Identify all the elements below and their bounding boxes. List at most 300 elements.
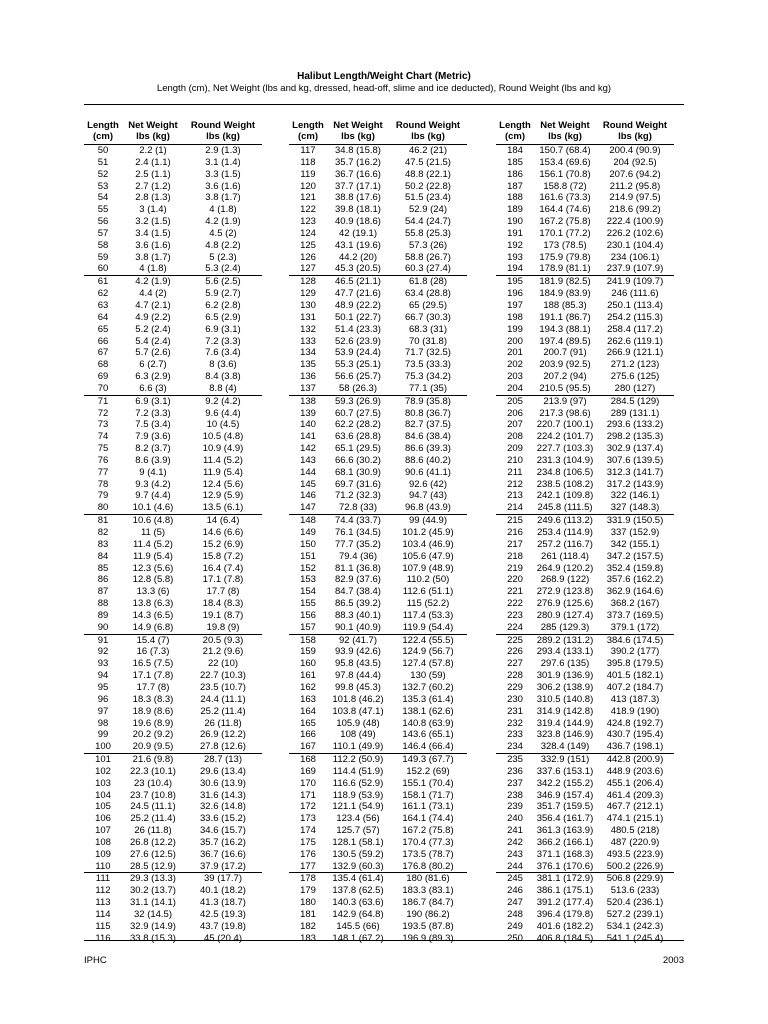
length-cell: 233 (507, 729, 523, 741)
table-row (496, 861, 674, 873)
table-row (289, 288, 467, 300)
net-weight-cell: 125.7 (57) (336, 825, 380, 837)
net-weight-header (327, 116, 389, 145)
length-cell: 155 (300, 598, 316, 610)
round-weight-cell: 24.4 (11.1) (200, 693, 246, 705)
round-weight-cell: 500.2 (226.9) (606, 860, 664, 872)
round-weight-cell: 9.6 (4.4) (205, 407, 241, 419)
table-row (84, 790, 262, 802)
net-weight-cell: 227.7 (103.3) (536, 443, 594, 455)
table-row (84, 443, 262, 455)
net-weight-cell: 46.5 (21.1) (335, 276, 381, 288)
length-cell: 205 (507, 395, 523, 407)
table-row (289, 515, 467, 527)
table-row (84, 276, 262, 288)
net-weight-cell: 28.5 (12.9) (130, 860, 176, 872)
length-cell: 65 (97, 323, 109, 335)
table-row (496, 324, 674, 336)
table-row (84, 252, 262, 264)
round-weight-cell: 20.5 (9.3) (202, 634, 244, 646)
round-weight-cell: 130 (59) (410, 670, 446, 682)
round-weight-cell: 155.1 (70.4) (402, 777, 454, 789)
table-row (289, 825, 467, 837)
table-row (496, 610, 674, 622)
net-weight-cell: 62.2 (28.2) (335, 419, 381, 431)
net-weight-cell: 142.9 (64.8) (332, 909, 384, 920)
round-weight-cell: 357.6 (162.2) (606, 574, 664, 586)
length-cell: 181 (300, 909, 316, 920)
round-weight-cell: 27.8 (12.6) (200, 741, 246, 753)
table-row (496, 539, 674, 551)
length-cell: 150 (300, 538, 316, 550)
table-row (289, 383, 467, 395)
net-weight-cell: 210.5 (95.5) (539, 382, 591, 394)
net-weight-cell: 17.1 (7.8) (132, 670, 174, 682)
round-weight-cell: 18.4 (8.3) (202, 598, 244, 610)
round-weight-cell: 534.1 (242.3) (606, 920, 664, 932)
table-row (84, 694, 262, 706)
length-cell: 53 (97, 180, 109, 192)
round-weight-cell: 331.9 (150.5) (606, 515, 664, 527)
table-row (496, 754, 674, 766)
length-cell: 57 (97, 227, 109, 239)
net-weight-cell: 356.4 (161.7) (536, 813, 594, 825)
net-weight-cell: 137.8 (62.5) (332, 885, 384, 897)
table-row (84, 408, 262, 420)
length-cell: 210 (507, 454, 523, 466)
table-row (289, 729, 467, 741)
net-weight-cell: 18.9 (8.6) (132, 705, 174, 717)
round-weight-cell: 50.2 (22.8) (405, 180, 451, 192)
net-weight-cell: 51.4 (23.3) (335, 323, 381, 335)
round-weight-cell: 14 (6.4) (206, 515, 240, 527)
length-cell: 100 (95, 741, 111, 753)
table-row (84, 801, 262, 813)
round-weight-cell: 14.6 (6.6) (202, 527, 244, 538)
net-weight-cell: 25.2 (11.4) (130, 813, 176, 825)
round-weight-cell: 26.9 (12.2) (200, 729, 246, 741)
length-cell: 182 (300, 920, 316, 932)
table-row (496, 837, 674, 849)
table-row (289, 574, 467, 586)
net-weight-cell: 242.1 (109.8) (536, 490, 594, 502)
round-weight-cell: 34.6 (15.7) (200, 825, 246, 837)
length-cell: 226 (507, 646, 523, 658)
net-weight-cell: 342.2 (155.2) (536, 777, 594, 789)
round-weight-cell: 22 (10) (207, 658, 239, 670)
length-cell: 203 (507, 371, 523, 383)
table-row (289, 347, 467, 359)
table-row (289, 324, 467, 336)
length-cell: 160 (300, 658, 316, 670)
net-weight-cell: 4.4 (2) (139, 288, 167, 300)
net-weight-cell: 381.1 (172.9) (536, 873, 594, 885)
length-cell: 249 (507, 920, 523, 932)
table-row (496, 431, 674, 443)
table-row (84, 359, 262, 371)
table-row (496, 263, 674, 275)
net-weight-cell: 44.2 (20) (338, 251, 378, 263)
table-row (84, 551, 262, 563)
round-weight-cell: 117.4 (53.3) (402, 609, 454, 621)
length-cell: 191 (507, 227, 523, 239)
round-weight-cell: 60.3 (27.4) (405, 263, 451, 275)
length-cell: 154 (300, 586, 316, 598)
round-weight-header (389, 116, 467, 145)
round-weight-cell: 384.6 (174.5) (606, 634, 664, 646)
length-cell: 242 (507, 836, 523, 848)
length-cell: 123 (300, 216, 316, 228)
header-row (496, 116, 674, 145)
net-weight-cell: 17.7 (8) (136, 681, 170, 693)
length-cell: 241 (507, 825, 523, 837)
net-weight-cell: 2.8 (1.3) (135, 192, 171, 204)
round-weight-cell: 132.7 (60.2) (402, 681, 454, 693)
length-cell: 126 (300, 251, 316, 263)
table-row (289, 741, 467, 753)
net-weight-cell: 118.9 (53.9) (332, 789, 384, 801)
round-weight-cell: 424.8 (192.7) (606, 717, 664, 729)
round-weight-cell: 138.1 (62.6) (402, 705, 454, 717)
table-row (84, 169, 262, 181)
table-row (289, 610, 467, 622)
net-weight-cell: 289.2 (131.2) (536, 634, 594, 646)
length-cell: 135 (300, 359, 316, 371)
length-cell: 188 (507, 192, 523, 204)
net-weight-cell: 153.4 (69.6) (539, 156, 591, 168)
length-cell: 172 (300, 801, 316, 813)
table-row (496, 790, 674, 802)
length-cell: 97 (97, 705, 109, 717)
net-weight-cell: 10.1 (4.6) (132, 502, 174, 514)
length-cell: 195 (507, 276, 523, 288)
table-row (289, 300, 467, 312)
round-weight-cell: 28.7 (13) (203, 754, 243, 766)
length-cell: 130 (300, 299, 316, 311)
table-row (289, 921, 467, 933)
table-row (84, 263, 262, 275)
length-cell: 200 (507, 335, 523, 347)
net-weight-cell: 386.1 (175.1) (536, 885, 594, 897)
round-weight-cell: 52.9 (24) (408, 204, 448, 216)
net-weight-cell: 99.8 (45.3) (335, 681, 381, 693)
net-weight-cell: 97.8 (44.4) (335, 670, 381, 682)
net-weight-cell: 11.9 (5.4) (133, 550, 173, 562)
table-row (289, 563, 467, 575)
round-weight-cell: 135.3 (61.4) (402, 693, 454, 705)
length-cell: 140 (300, 419, 316, 431)
net-weight-cell: 148.1 (67.2) (332, 932, 384, 944)
length-cell: 125 (300, 239, 316, 251)
round-weight-cell: 246 (111.6) (611, 288, 659, 300)
round-weight-cell: 254.2 (115.3) (607, 311, 663, 323)
round-weight-cell: 196.9 (89.3) (402, 932, 454, 944)
net-weight-cell: 396.4 (179.8) (536, 909, 594, 920)
round-weight-cell: 57.3 (26) (408, 239, 448, 251)
length-cell: 235 (507, 754, 523, 766)
length-cell: 113 (95, 897, 111, 909)
table-row (289, 228, 467, 240)
length-cell: 213 (507, 490, 523, 502)
net-weight-cell: 5.7 (2.6) (135, 347, 171, 359)
round-weight-cell: 5.6 (2.5) (205, 276, 241, 288)
length-cell: 99 (97, 729, 109, 741)
table-row (289, 157, 467, 169)
length-cell: 111 (95, 873, 111, 885)
table-row (84, 157, 262, 169)
round-weight-cell: 337 (152.9) (610, 527, 660, 538)
round-weight-cell: 193.5 (87.8) (402, 920, 454, 932)
length-cell: 239 (507, 801, 523, 813)
table-row (496, 347, 674, 359)
net-weight-cell: 24.5 (11.1) (130, 801, 176, 813)
round-weight-cell: 167.2 (75.8) (402, 825, 454, 837)
length-cell: 231 (507, 705, 523, 717)
round-weight-cell: 35.7 (16.2) (200, 836, 246, 848)
net-weight-cell: 82.9 (37.6) (335, 574, 381, 586)
round-weight-cell: 480.5 (218) (610, 825, 660, 837)
round-weight-cell: 119.9 (54.4) (402, 621, 454, 633)
round-weight-cell: 541.1 (245.4) (606, 932, 664, 944)
length-cell: 67 (97, 347, 109, 359)
round-weight-cell: 99 (44.9) (408, 515, 448, 527)
net-weight-cell: 19.6 (8.9) (132, 717, 174, 729)
table-row (496, 443, 674, 455)
net-weight-cell: 323.8 (146.9) (536, 729, 594, 741)
length-cell: 247 (507, 897, 523, 909)
table-row (289, 586, 467, 598)
table-row (289, 263, 467, 275)
round-weight-cell: 214.9 (97.5) (609, 192, 661, 204)
length-cell: 83 (97, 538, 109, 550)
net-weight-cell: 191.1 (86.7) (539, 311, 591, 323)
round-weight-cell: 122.4 (55.5) (402, 634, 454, 646)
length-cell: 137 (300, 382, 316, 394)
length-cell: 119 (300, 168, 316, 180)
length-weight-table-1 (84, 116, 262, 945)
round-weight-cell: 302.9 (137.4) (606, 443, 664, 455)
length-cell: 69 (97, 371, 109, 383)
net-weight-cell: 103.8 (47.1) (332, 705, 384, 717)
length-cell: 208 (507, 431, 523, 443)
round-weight-cell: 230.1 (104.4) (606, 239, 664, 251)
round-weight-cell: 3.8 (1.7) (205, 192, 241, 204)
round-weight-cell: 96.8 (43.9) (405, 502, 451, 514)
net-weight-cell: 6.3 (2.9) (135, 371, 171, 383)
table-row (84, 921, 262, 933)
round-weight-header (596, 116, 674, 145)
net-weight-cell: 4.7 (2.1) (135, 299, 171, 311)
round-weight-cell: 258.4 (117.2) (607, 323, 663, 335)
length-cell: 173 (300, 813, 316, 825)
length-cell: 177 (300, 860, 316, 872)
bottom-rule (84, 940, 684, 941)
table-row (496, 646, 674, 658)
round-weight-cell: 461.4 (209.3) (606, 789, 664, 801)
round-weight-cell: 347.2 (157.5) (606, 550, 664, 562)
net-weight-cell: 314.9 (142.8) (536, 705, 594, 717)
round-weight-cell: 474.1 (215.1) (606, 813, 664, 825)
round-weight-cell: 327 (148.3) (610, 502, 660, 514)
round-weight-cell: 78.9 (35.8) (405, 395, 451, 407)
round-weight-cell: 48.8 (22.1) (405, 168, 451, 180)
table-row (496, 419, 674, 431)
table-row (84, 300, 262, 312)
table-row (289, 443, 467, 455)
net-weight-cell: 35.7 (16.2) (335, 156, 381, 168)
net-weight-cell: 7.2 (3.3) (135, 407, 171, 419)
net-weight-cell: 234.8 (106.5) (536, 466, 594, 478)
table-row (84, 598, 262, 610)
table-row (496, 801, 674, 813)
net-weight-cell: 26 (11.8) (134, 825, 172, 837)
table-row (84, 741, 262, 753)
round-weight-cell: 101.2 (45.9) (402, 527, 454, 538)
net-weight-cell: 38.8 (17.6) (335, 192, 381, 204)
net-weight-cell: 245.8 (111.5) (537, 502, 593, 514)
length-cell: 88 (97, 598, 109, 610)
table-row (496, 408, 674, 420)
round-weight-cell: 15.8 (7.2) (202, 550, 244, 562)
table-row (289, 240, 467, 252)
net-weight-cell: 301.9 (136.9) (536, 670, 594, 682)
round-weight-cell: 6.9 (3.1) (205, 323, 241, 335)
round-weight-cell: 186.7 (84.7) (402, 897, 454, 909)
length-cell: 248 (507, 909, 523, 920)
round-weight-cell: 467.7 (212.1) (606, 801, 664, 813)
length-cell: 171 (300, 789, 316, 801)
length-cell: 72 (97, 407, 109, 419)
net-weight-cell: 29.3 (13.3) (130, 873, 176, 885)
round-weight-cell: 80.8 (36.7) (405, 407, 451, 419)
net-weight-cell: 4 (1.8) (139, 263, 167, 275)
net-weight-cell: 249.6 (113.2) (537, 515, 593, 527)
round-weight-cell: 190 (86.2) (406, 909, 450, 920)
length-cell: 94 (97, 670, 109, 682)
net-weight-cell: 170.1 (77.2) (539, 227, 591, 239)
length-cell: 215 (507, 515, 523, 527)
net-weight-cell: 50.1 (22.7) (335, 311, 381, 323)
net-weight-header-line-2: lbs (kg) (548, 130, 582, 142)
net-weight-cell: 3.2 (1.5) (135, 216, 171, 228)
table-row (496, 694, 674, 706)
net-weight-cell: 69.7 (31.6) (335, 478, 381, 490)
table-row (289, 181, 467, 193)
length-cell: 90 (97, 621, 109, 633)
table-row (289, 336, 467, 348)
round-weight-cell: 241.9 (109.7) (606, 276, 664, 288)
net-weight-cell: 58 (26.3) (338, 382, 378, 394)
net-weight-cell: 37.7 (17.1) (335, 180, 381, 192)
net-weight-cell: 30.2 (13.7) (130, 885, 176, 897)
net-weight-cell: 66.6 (30.2) (335, 454, 381, 466)
net-weight-cell: 23 (10.4) (133, 777, 173, 789)
net-weight-cell: 2.2 (1) (139, 145, 167, 156)
table-row (289, 670, 467, 682)
net-weight-cell: 135.4 (61.4) (332, 873, 384, 885)
length-cell: 240 (507, 813, 523, 825)
table-row (84, 371, 262, 383)
length-cell: 82 (97, 527, 109, 538)
round-weight-cell: 17.7 (8) (206, 586, 240, 598)
round-weight-cell: 180 (81.6) (406, 873, 450, 885)
table-row (496, 169, 674, 181)
table-row (496, 336, 674, 348)
top-rule (84, 104, 684, 105)
table-row (84, 634, 262, 646)
length-cell: 132 (300, 323, 316, 335)
net-weight-cell: 2.5 (1.1) (135, 168, 171, 180)
round-weight-cell: 112.6 (51.1) (402, 586, 454, 598)
length-weight-table-3 (496, 116, 674, 945)
net-weight-cell: 328.4 (149) (540, 741, 590, 753)
table-row (84, 586, 262, 598)
length-cell: 238 (507, 789, 523, 801)
length-cell: 152 (300, 562, 316, 574)
round-weight-cell: 26 (11.8) (204, 717, 242, 729)
round-weight-cell: 12.9 (5.9) (202, 490, 244, 502)
length-cell: 56 (97, 216, 109, 228)
net-weight-cell: 8.6 (3.9) (135, 454, 171, 466)
table-row (496, 921, 674, 933)
length-cell: 121 (300, 192, 316, 204)
table-row (289, 873, 467, 885)
table-row (289, 467, 467, 479)
net-weight-header-line-1: Net Weight (333, 120, 383, 131)
length-cell: 230 (507, 693, 523, 705)
table-row (289, 431, 467, 443)
net-weight-cell: 188 (85.3) (543, 299, 587, 311)
length-cell: 142 (300, 443, 316, 455)
length-cell: 115 (95, 920, 111, 932)
round-weight-cell: 8.4 (3.8) (205, 371, 241, 383)
header-row (84, 116, 262, 145)
table-row (496, 586, 674, 598)
length-cell: 122 (300, 204, 316, 216)
length-cell: 176 (300, 848, 316, 860)
net-weight-header (122, 116, 184, 145)
length-cell: 54 (97, 192, 109, 204)
table-row (289, 192, 467, 204)
length-weight-table-2 (289, 116, 467, 945)
round-weight-cell: 284.5 (129) (610, 395, 660, 407)
length-cell: 110 (95, 860, 111, 872)
net-weight-cell: 63.6 (28.8) (335, 431, 381, 443)
round-weight-cell: 42.5 (19.3) (200, 909, 246, 920)
round-weight-cell: 22.7 (10.3) (200, 670, 246, 682)
round-weight-cell: 149.3 (67.7) (402, 754, 454, 766)
table-row (496, 634, 674, 646)
table-row (496, 598, 674, 610)
table-row (496, 813, 674, 825)
net-weight-cell: 77.7 (35.2) (335, 538, 381, 550)
table-row (84, 490, 262, 502)
round-weight-cell: 262.6 (119.1) (607, 335, 663, 347)
round-weight-cell: 115 (52.2) (406, 598, 450, 610)
length-cell: 129 (300, 288, 316, 300)
round-weight-cell: 430.7 (195.4) (606, 729, 664, 741)
length-cell: 80 (97, 502, 109, 514)
table-row (84, 813, 262, 825)
net-weight-cell: 21.6 (9.8) (132, 754, 174, 766)
round-weight-cell: 413 (187.3) (610, 693, 660, 705)
length-cell: 184 (507, 145, 523, 156)
net-weight-cell: 310.5 (140.8) (536, 693, 594, 705)
net-weight-cell: 167.2 (75.8) (539, 216, 591, 228)
length-cell: 194 (507, 263, 523, 275)
round-weight-cell: 77.1 (35) (408, 382, 448, 394)
net-weight-cell: 337.6 (153.1) (536, 765, 594, 777)
